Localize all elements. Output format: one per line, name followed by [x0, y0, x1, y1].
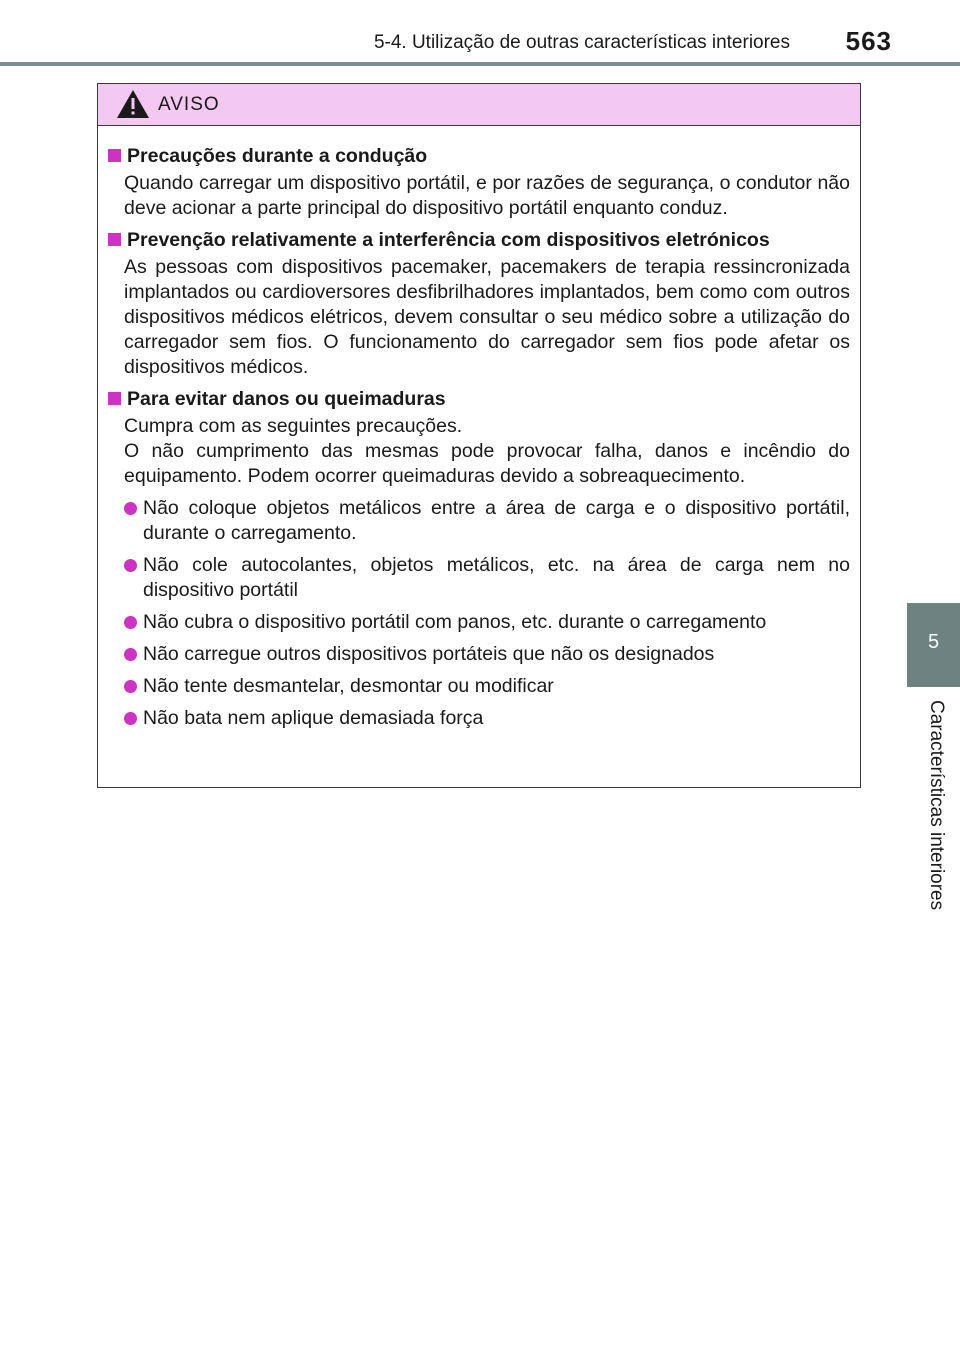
list-item [124, 674, 850, 699]
list-item-text: Não bata nem aplique demasiada força [143, 707, 484, 729]
circle-bullet-icon [124, 502, 137, 515]
list-item-text: Não cubra o dispositivo portátil com panos, etc. durante o carregamento [143, 611, 767, 633]
square-bullet-icon [108, 392, 121, 405]
square-bullet-icon [108, 149, 121, 162]
list-item [124, 706, 850, 731]
section-heading [108, 387, 850, 412]
list-item-text: Não cole autocolantes, objetos metálicos, etc. na área de carga nem no dispositivo portátil [143, 554, 850, 601]
section-heading-text: Precauções durante a condução [127, 145, 428, 167]
chapter-label: Características interiores [926, 700, 947, 911]
circle-bullet-icon [124, 559, 137, 572]
chapter-number: 5 [927, 631, 940, 653]
warning-header [98, 84, 860, 126]
circle-bullet-icon [124, 712, 137, 725]
section-heading [108, 228, 850, 253]
warning-title: AVISO [158, 94, 220, 115]
list-item-text: Não carregue outros dispositivos portáteis que não os designados [143, 643, 715, 665]
list-item-text: Não tente desmantelar, desmontar ou modificar [143, 675, 554, 697]
section-heading-text: Prevenção relativamente a interferência com dispositivos eletrónicos [127, 229, 770, 251]
paragraph: O não cumprimento das mesmas pode provocar falha, danos e incêndio do equipamento. Podem ocorrer queimaduras devido a sobreaquecimento. [124, 440, 850, 487]
page-number: 563 [845, 26, 892, 56]
section-heading-text: Para evitar danos ou queimaduras [127, 388, 446, 410]
list-item [124, 610, 850, 635]
list-item [124, 496, 850, 546]
section-driving-precautions [108, 144, 850, 221]
list-item [124, 553, 850, 603]
section-heading [108, 144, 850, 169]
paragraph: Cumpra com as seguintes precauções. [124, 415, 463, 437]
paragraph: As pessoas com dispositivos pacemaker, pacemakers de terapia ressincronizada implantados ou cardioversores desfibrilhadores implantados, bem como com outros dispositivos médicos elétricos, devem consultar o seu médico sobre a utilização do carregador sem fios. O funcionamento do carregador sem fios pode afetar os dispositivos médicos. [124, 256, 850, 378]
chapter-tab [907, 603, 960, 687]
warning-triangle-icon [116, 89, 150, 119]
list-item [124, 642, 850, 667]
warning-body [98, 126, 860, 731]
circle-bullet-icon [124, 616, 137, 629]
section-interference-prevention [108, 228, 850, 380]
header-rule [0, 62, 960, 66]
square-bullet-icon [108, 233, 121, 246]
section-damage-prevention [108, 387, 850, 731]
section-title: 5-4. Utilização de outras características interiores [373, 32, 790, 53]
circle-bullet-icon [124, 680, 137, 693]
list-item-text: Não coloque objetos metálicos entre a área de carga e o dispositivo portátil, durante o carregamento. [143, 497, 850, 544]
warning-box [97, 83, 861, 788]
circle-bullet-icon [124, 648, 137, 661]
paragraph: Quando carregar um dispositivo portátil, e por razões de segurança, o condutor não deve acionar a parte principal do dispositivo portátil enquanto conduz. [124, 172, 850, 219]
page-header [0, 0, 960, 70]
